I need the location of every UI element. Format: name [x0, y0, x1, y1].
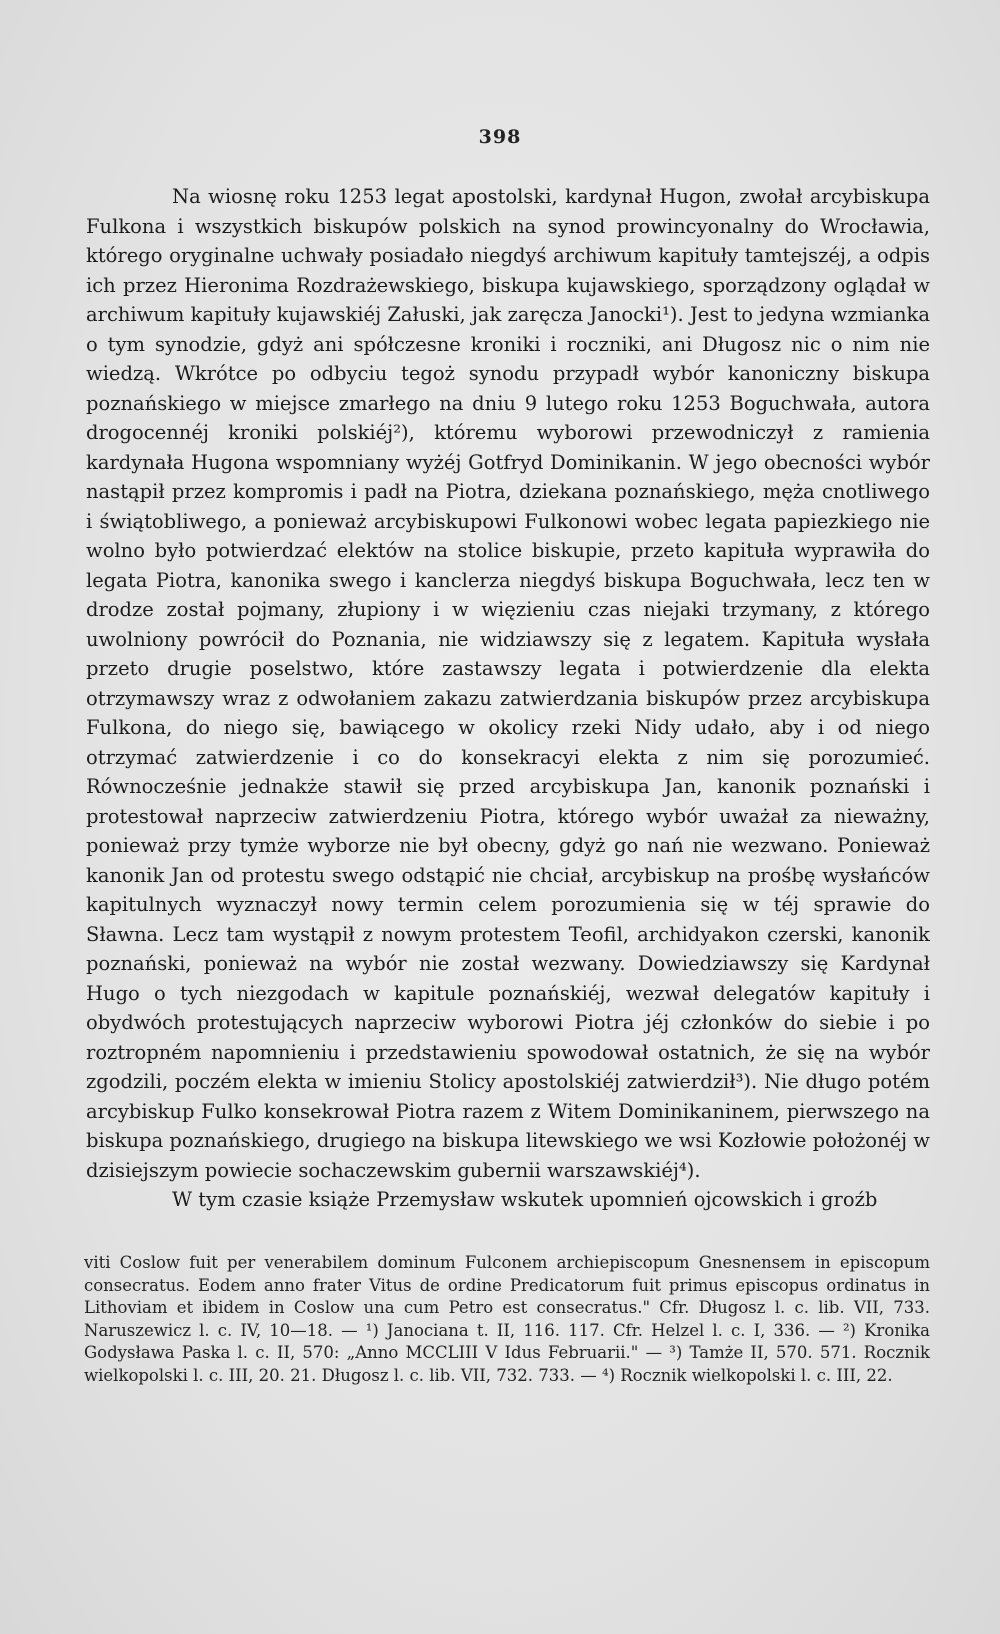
footnote-text: viti Coslow fuit per venerabilem dominum Fulconem archiepiscopum Gnesnensem in episcopum consecratus. Eodem anno frater Vitus de ordine Predicatorum fuit primus episcopus ordinatus in Lithoviam et ibidem in Coslow una cum Petro est consecratus." Cfr. Długosz l. c. lib. VII, 733. Naruszewicz l. c. IV, 10—18. — ¹) Janociana t. II, 116. 117. Cfr. Helzel l. c. I, 336. — ²) Kronika Godysława Paska l. c. II, 570: „Anno MCCLIII V Idus Februarii." — ³) Tamże II, 570. 571. Rocznik wielkopolski l. c. III, 20. 21. Długosz l. c. lib. VII, 732. 733. — ⁴) Rocznik wielkopolski l. c. III, 22.	[84, 1253, 930, 1385]
paragraph-przemyslaw: W tym czasie książe Przemysław wskutek upomnień ojcowskich i groźb	[172, 1188, 878, 1211]
page-number: 398	[478, 126, 522, 148]
main-text	[86, 182, 930, 1215]
paragraph-synod: Na wiosnę roku 1253 legat apostolski, kardynał Hugon, zwołał arcybiskupa Fulkona i wszystkich biskupów polskich na synod prowincyonalny do Wrocławia, którego oryginalne uchwały posiadało niegdyś archiwum kapituły tamtejszéj, a odpis ich przez Hieronima Rozdrażewskiego, biskupa kujawskiego, sporządzony oglądał w archiwum kapituły kujawskiéj Załuski, jak zaręcza Janocki¹). Jest to jedyna wzmianka o tym synodzie, gdyż ani spółczesne kroniki i roczniki, ani Długosz nic o nim nie wiedzą. Wkrótce po odbyciu tegoż synodu przypadł wybór kanoniczny biskupa poznańskiego w miejsce zmarłego na dniu 9 lutego roku 1253 Boguchwała, autora drogocennéj kroniki polskiéj²), któremu wyborowi przewodniczył z ramienia kardynała Hugona wspomniany wyżéj Gotfryd Dominikanin. W jego obecności wybór nastąpił przez kompromis i padł na Piotra, dziekana poznańskiego, męża cnotliwego i świątobliwego, a ponieważ arcybiskupowi Fulkonowi wobec legata papiezkiego nie wolno było potwierdzać elektów na stolice biskupie, przeto kapituła wyprawiła do legata Piotra, kanonika swego i kanclerza niegdyś biskupa Boguchwała, lecz ten w drodze został pojmany, złupiony i w więzieniu czas niejaki trzymany, z którego uwolniony powrócił do Poznania, nie widziawszy się z legatem. Kapituła wysłała przeto drugie poselstwo, które zastawszy legata i potwierdzenie dla elekta otrzymawszy wraz z odwołaniem zakazu zatwierdzania biskupów przez arcybiskupa Fulkona, do niego się, bawiącego w okolicy rzeki Nidy udało, aby i od niego otrzymać zatwierdzenie i co do konsekracyi elekta z nim się porozumieć. Równocześnie jednakże stawił się przed arcybiskupa Jan, kanonik poznański i protestował naprzeciw zatwierdzeniu Piotra, którego wybór uważał za nieważny, ponieważ przy tymże wyborze nie był obecny, gdyż go nań nie wezwano. Ponieważ kanonik Jan od protestu swego odstąpić nie chciał, arcybiskup na prośbę wysłańców kapitulnych wyznaczył nowy termin celem porozumienia się w téj sprawie do Sławna. Lecz tam wystąpił z nowym protestem Teofil, archidyakon czerski, kanonik poznański, ponieważ na wybór nie został wezwany. Dowiedziawszy się Kardynał Hugo o tych niezgodach w kapitule poznańskiéj, wezwał delegatów kapituły i obydwóch protestujących naprzeciw wyborowi Piotra jéj członków do siebie i po roztropném napomnieniu i przedstawieniu spowodował ostatnich, że się na wybór zgodzili, poczém elekta w imieniu Stolicy apostolskiéj zatwierdził³). Nie długo potém arcybiskup Fulko konsekrował Piotra razem z Witem Dominikaninem, pierwszego na biskupa poznańskiego, drugiego na biskupa litewskiego we wsi Kozłowie położonéj w dzisiejszym powiecie sochaczewskim gubernii warszawskiéj⁴).	[86, 185, 930, 1182]
footnotes	[84, 1252, 930, 1387]
